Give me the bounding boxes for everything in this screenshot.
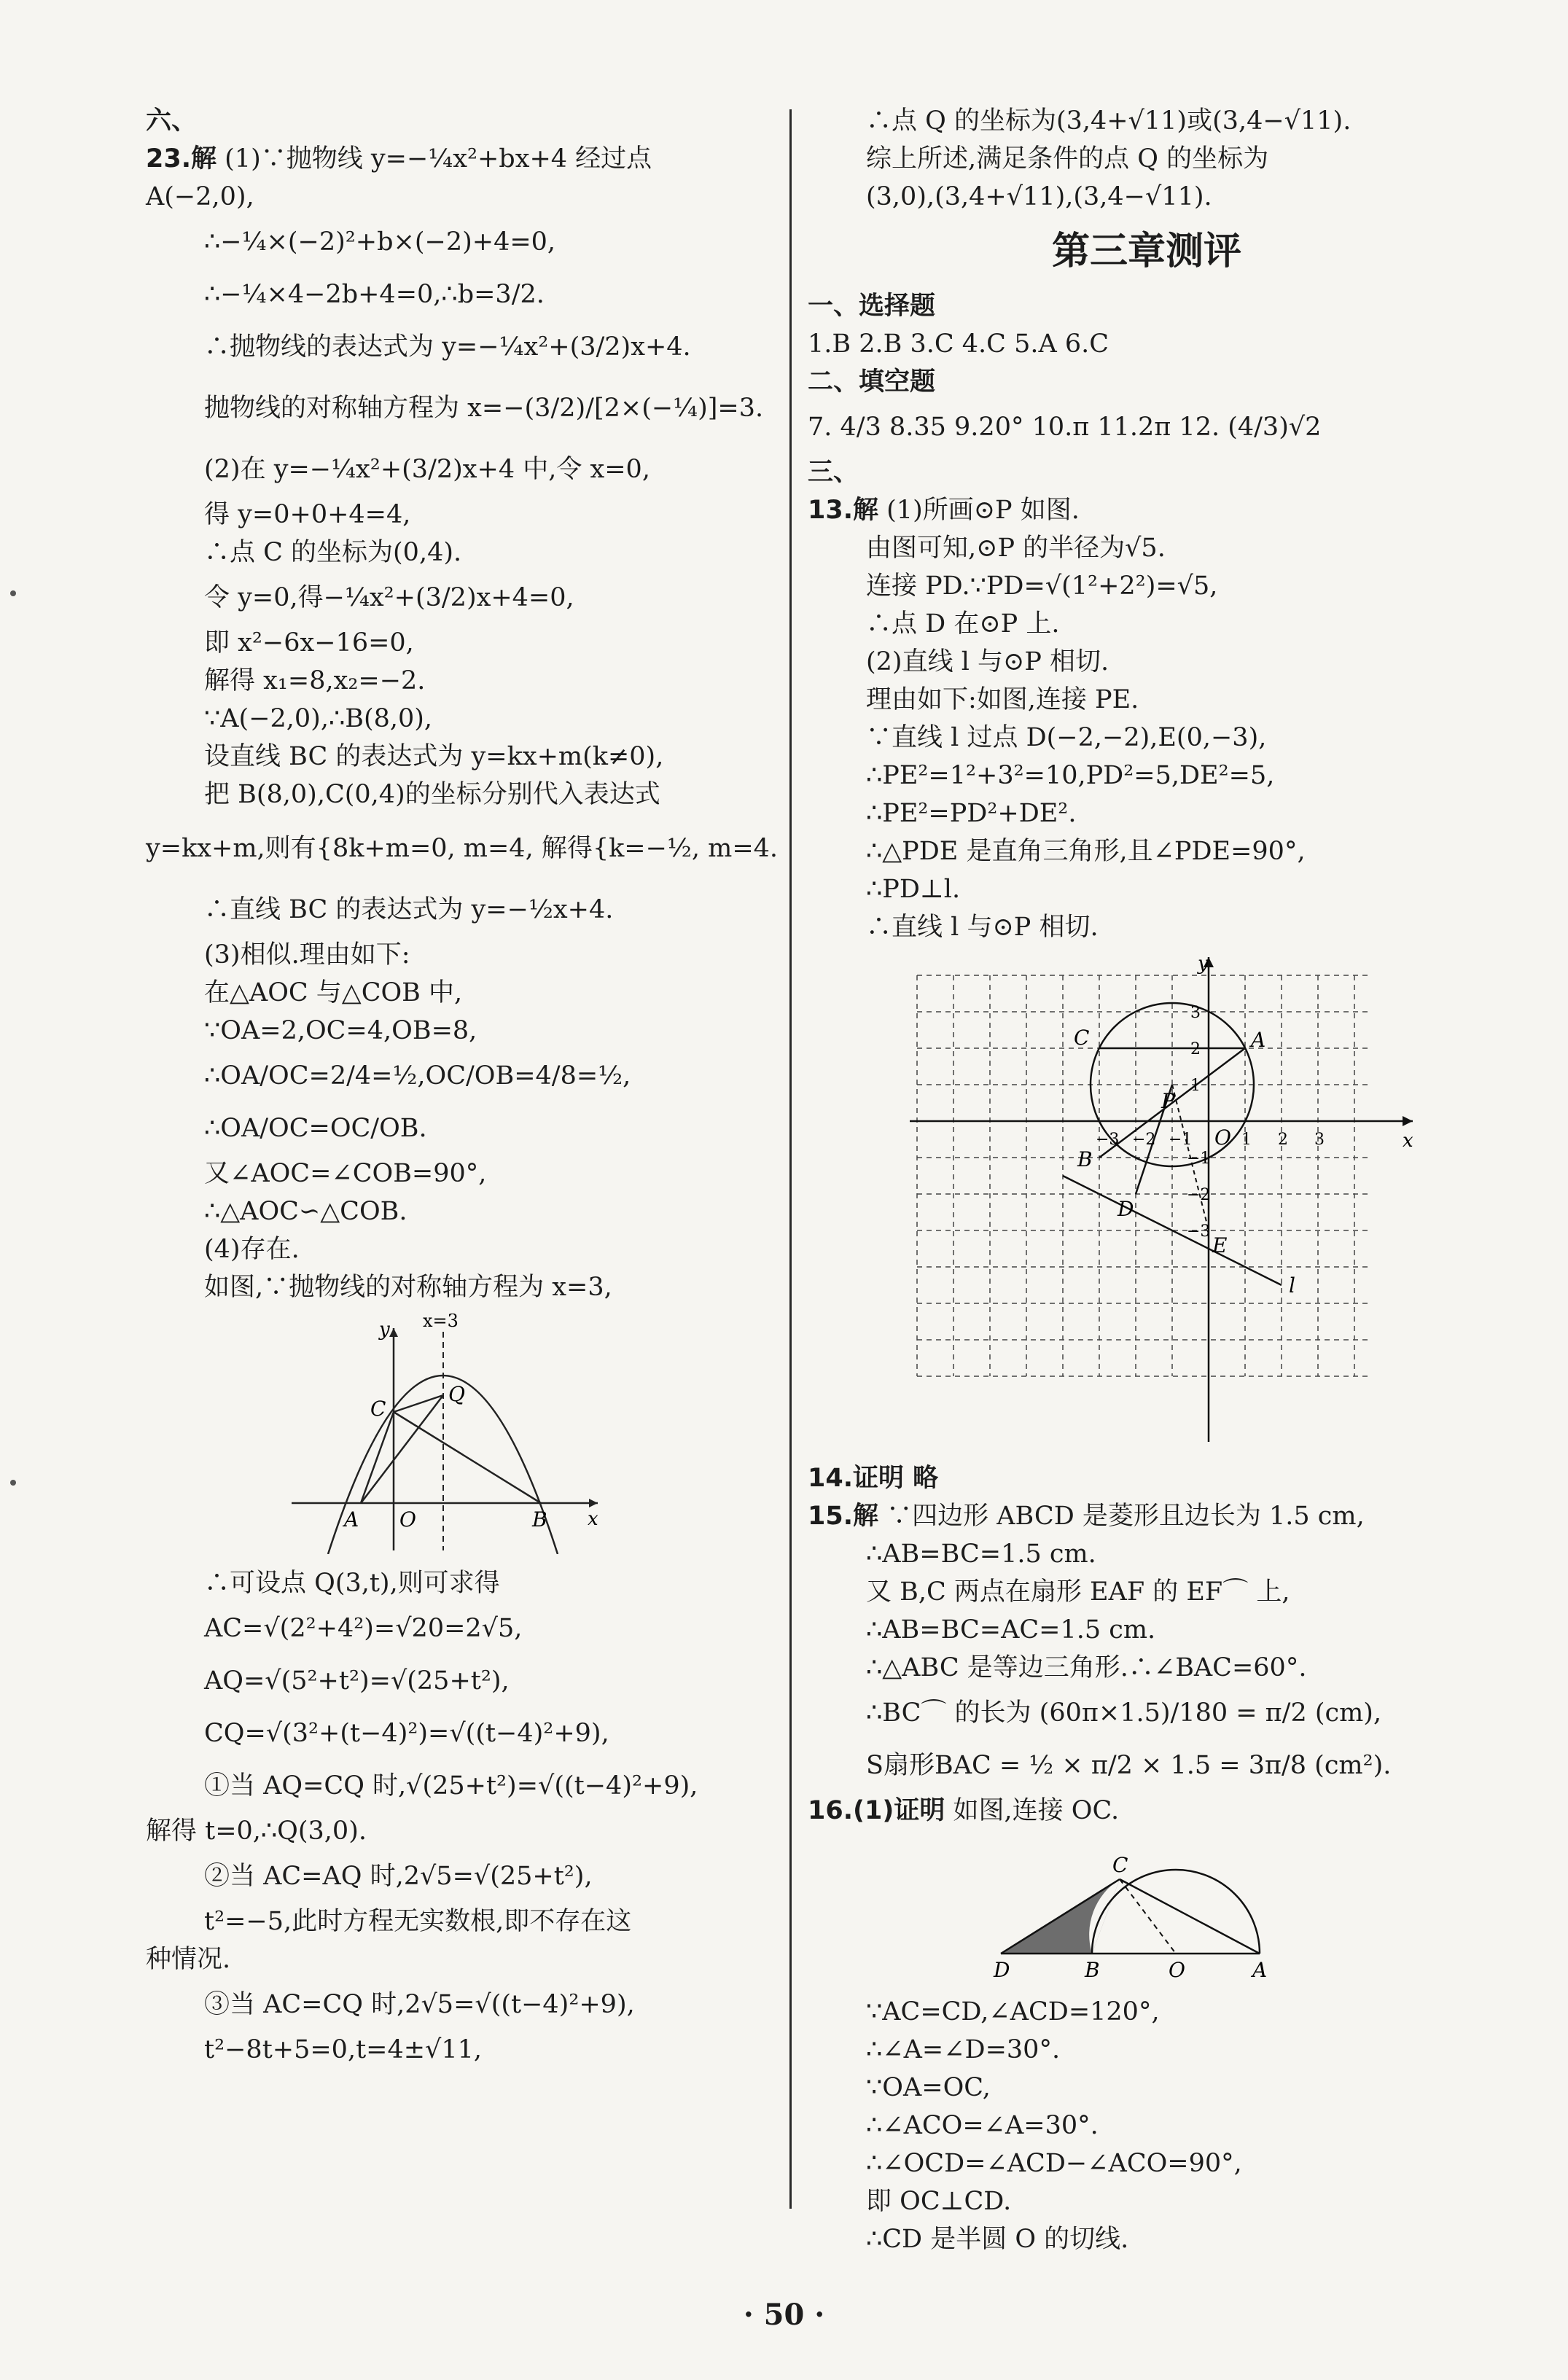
q14-line: 14.证明 略	[808, 1464, 939, 1493]
margin-speck	[10, 1480, 16, 1486]
right-column	[808, 102, 1486, 2258]
fig2-point-e: E	[1212, 1233, 1228, 1257]
q15-line: ∴BC⌒ 的长为 (60π×1.5)/180 = π/2 (cm),	[866, 1698, 1382, 1728]
fill-answers: 7. 4/3 8.35 9.20° 10.π 11.2π 12. (4/3)√2	[808, 413, 1322, 442]
q23-line: 把 B(8,0),C(0,4)的坐标分别代入表达式	[204, 780, 660, 809]
fig2-tick-y: 2	[1190, 1040, 1201, 1058]
q23-conclusion-line: ∴点 Q 的坐标为(3,4+√11)或(3,4−√11).	[866, 106, 1351, 136]
q13-line: ∴点 D 在⊙P 上.	[866, 609, 1060, 639]
q13-line: 由图可知,⊙P 的半径为√5.	[866, 534, 1166, 563]
q23-line: ②当 AC=AQ 时,2√5=√(25+t²),	[204, 1862, 593, 1891]
q23-line: ∴△AOC∽△COB.	[204, 1197, 407, 1226]
q15-line: ∵四边形 ABCD 是菱形且边长为 1.5 cm,	[886, 1502, 1365, 1531]
fig1-point-b: B	[532, 1507, 547, 1532]
q23-line: ∵OA=2,OC=4,OB=8,	[204, 1016, 477, 1045]
section-heading: 三、	[808, 458, 859, 487]
fig2-tick-x: 1	[1241, 1131, 1252, 1149]
circle-grid-figure	[808, 953, 1486, 1452]
q13-line: 连接 PD.∵PD=√(1²+2²)=√5,	[866, 571, 1218, 601]
q16-first-line	[808, 1792, 1486, 1830]
q13-line: ∴PE²=PD²+DE².	[866, 799, 1077, 828]
fig2-tick-x: 3	[1314, 1131, 1325, 1149]
q23-line: AC=√(2²+4²)=√20=2√5,	[204, 1614, 523, 1643]
q23-line: ∴OA/OC=2/4=½,OC/OB=4/8=½,	[204, 1061, 631, 1090]
q23-line: 解得 x₁=8,x₂=−2.	[204, 666, 426, 695]
fig1-point-q: Q	[448, 1382, 465, 1406]
q23-conclusion-line: 综上所述,满足条件的点 Q 的坐标为	[866, 144, 1269, 173]
q13-line: (2)直线 l 与⊙P 相切.	[866, 647, 1109, 676]
q23-line: 得 y=0+0+4=4,	[204, 500, 411, 529]
fig3-point-o: O	[1169, 1958, 1185, 1982]
fig2-point-d: D	[1118, 1197, 1134, 1221]
q13-line: 理由如下:如图,连接 PE.	[866, 685, 1139, 714]
q23-line: (4)存在.	[204, 1235, 300, 1264]
fig3-point-d: D	[994, 1958, 1010, 1982]
q16-line: ∵AC=CD,∠ACD=120°,	[866, 1997, 1160, 2026]
q23-line: ∴抛物线的表达式为 y=−¼x²+(3/2)x+4.	[204, 332, 691, 362]
fig3-point-b: B	[1085, 1958, 1100, 1982]
q13-first-line	[808, 491, 1486, 529]
fig3-point-a: A	[1252, 1958, 1268, 1982]
q16-line: ∴∠A=∠D=30°.	[866, 2035, 1061, 2064]
q23-line: 如图,∵抛物线的对称轴方程为 x=3,	[204, 1273, 612, 1302]
q15-line: 又 B,C 两点在扇形 EAF 的 EF⌒ 上,	[866, 1577, 1290, 1607]
parabola-diagram	[284, 1314, 605, 1554]
q13-line: ∴直线 l 与⊙P 相切.	[866, 913, 1099, 942]
q16-line: 如图,连接 OC.	[953, 1796, 1120, 1825]
q23-line: ∵A(−2,0),∴B(8,0),	[204, 704, 433, 733]
q23-line: (3)相似.理由如下:	[204, 940, 410, 969]
q13-line: ∴△PDE 是直角三角形,且∠PDE=90°,	[866, 837, 1306, 866]
fig2-tick-y: −1	[1187, 1150, 1211, 1168]
q23-line: 在△AOC 与△COB 中,	[204, 978, 463, 1007]
q16-line: ∴∠ACO=∠A=30°.	[866, 2111, 1099, 2140]
q23-head: 23.解	[146, 144, 217, 173]
q23-line: A(−2,0),	[146, 182, 254, 211]
fig2-point-a: A	[1251, 1028, 1266, 1052]
fig2-tick-y: 3	[1190, 1004, 1201, 1022]
parabola-figure	[146, 1314, 773, 1557]
q23-first-line	[146, 140, 773, 178]
section-heading: 一、选择题	[808, 292, 936, 321]
fig2-line-l: l	[1289, 1273, 1295, 1298]
q16-line: ∵OA=OC,	[866, 2073, 991, 2102]
q23-line: ∴OA/OC=OC/OB.	[204, 1114, 427, 1143]
q23-line: 令 y=0,得−¼x²+(3/2)x+4=0,	[204, 583, 574, 612]
q15-head: 15.解	[808, 1502, 879, 1531]
q23-line: ∴点 C 的坐标为(0,4).	[204, 538, 462, 567]
fig2-tick-x: −3	[1096, 1131, 1120, 1149]
q23-line: ∴−¼×(−2)²+b×(−2)+4=0,	[204, 227, 556, 257]
fig1-y-label: y	[379, 1319, 390, 1341]
fig2-y-label: y	[1198, 953, 1209, 975]
fig1-point-c: C	[370, 1397, 386, 1421]
chapter-title: 第三章测评	[1051, 230, 1241, 273]
fig2-tick-x: −1	[1169, 1131, 1193, 1149]
q23-line: 解得 t=0,∴Q(3,0).	[146, 1817, 367, 1846]
q23-line: t²=−5,此时方程无实数根,即不存在这	[204, 1907, 632, 1936]
fig2-point-p: P	[1161, 1089, 1175, 1113]
fig2-tick-x: 2	[1278, 1131, 1288, 1149]
fig1-point-o: O	[399, 1507, 416, 1532]
q23-line: ③当 AC=CQ 时,2√5=√((t−4)²+9),	[204, 1990, 635, 2019]
q23-line: AQ=√(5²+t²)=√(25+t²),	[204, 1666, 510, 1696]
q16-line: ∴∠OCD=∠ACD−∠ACO=90°,	[866, 2149, 1242, 2178]
q15-first-line	[808, 1497, 1486, 1535]
q13-line: (1)所画⊙P 如图.	[886, 496, 1080, 525]
column-divider	[789, 109, 792, 2209]
q16-line: ∴CD 是半圆 O 的切线.	[866, 2225, 1129, 2254]
q15-line: ∴AB=BC=AC=1.5 cm.	[866, 1615, 1156, 1644]
q23-line: y=kx+m,则有{8k+m=0, m=4, 解得{k=−½, m=4.	[146, 834, 779, 863]
q23-line: ∴直线 BC 的表达式为 y=−½x+4.	[204, 895, 614, 924]
q23-line: 种情况.	[146, 1945, 231, 1974]
fig2-x-label: x	[1403, 1130, 1413, 1152]
q16-head: 16.(1)证明	[808, 1796, 945, 1825]
q23-line: ①当 AQ=CQ 时,√(25+t²)=√((t−4)²+9),	[204, 1771, 698, 1800]
fig1-point-a: A	[344, 1507, 359, 1532]
q23-line: 又∠AOC=∠COB=90°,	[204, 1159, 487, 1188]
q23-line: ∴可设点 Q(3,t),则可求得	[204, 1569, 500, 1598]
q23-line: 即 x²−6x−16=0,	[204, 628, 414, 658]
semicircle-diagram	[990, 1837, 1296, 1983]
q15-line: ∴△ABC 是等边三角形.∴∠BAC=60°.	[866, 1653, 1307, 1682]
fig2-tick-x: −2	[1132, 1131, 1156, 1149]
q23-line: ∴−¼×4−2b+4=0,∴b=3/2.	[204, 280, 545, 309]
q23-line: (1)∵抛物线 y=−¼x²+bx+4 经过点	[225, 144, 652, 173]
q23-line: (2)在 y=−¼x²+(3/2)x+4 中,令 x=0,	[204, 455, 650, 484]
fig1-x-label: x	[588, 1508, 598, 1530]
page-number: · 50 ·	[743, 2298, 825, 2332]
q23-line: t²−8t+5=0,t=4±√11,	[204, 2035, 483, 2064]
q23-line: 设直线 BC 的表达式为 y=kx+m(k≠0),	[204, 742, 664, 771]
fig2-point-c: C	[1074, 1026, 1090, 1050]
circle-grid-diagram	[910, 953, 1435, 1449]
choice-answers: 1.B 2.B 3.C 4.C 5.A 6.C	[808, 329, 1109, 359]
fig2-point-o: O	[1214, 1125, 1231, 1150]
q23-line: CQ=√(3²+(t−4)²)=√((t−4)²+9),	[204, 1719, 609, 1748]
fig2-tick-y: −3	[1187, 1222, 1211, 1241]
section-heading: 二、填空题	[808, 367, 936, 397]
fig2-point-b: B	[1077, 1147, 1093, 1171]
semicircle-figure	[808, 1837, 1486, 1986]
q23-conclusion-line: (3,0),(3,4+√11),(3,4−√11).	[866, 182, 1212, 211]
margin-speck	[10, 590, 16, 596]
q13-line: ∴PD⊥l.	[866, 875, 961, 904]
q13-head: 13.解	[808, 496, 879, 525]
left-column	[146, 102, 779, 2069]
fig1-axis-label: x=3	[423, 1314, 459, 1331]
section-six-heading: 六、	[146, 106, 198, 136]
q15-line: S扇形BAC = ½ × π/2 × 1.5 = 3π/8 (cm²).	[866, 1751, 1392, 1780]
q13-line: ∴PE²=1²+3²=10,PD²=5,DE²=5,	[866, 761, 1275, 790]
fig2-tick-y: −2	[1187, 1186, 1211, 1204]
q23-line: 抛物线的对称轴方程为 x=−(3/2)/[2×(−¼)]=3.	[204, 394, 764, 423]
fig3-point-c: C	[1112, 1853, 1128, 1877]
fig2-tick-y: 1	[1190, 1077, 1201, 1095]
q16-line: 即 OC⊥CD.	[866, 2187, 1012, 2216]
q13-line: ∵直线 l 过点 D(−2,−2),E(0,−3),	[866, 723, 1267, 752]
q15-line: ∴AB=BC=1.5 cm.	[866, 1540, 1096, 1569]
